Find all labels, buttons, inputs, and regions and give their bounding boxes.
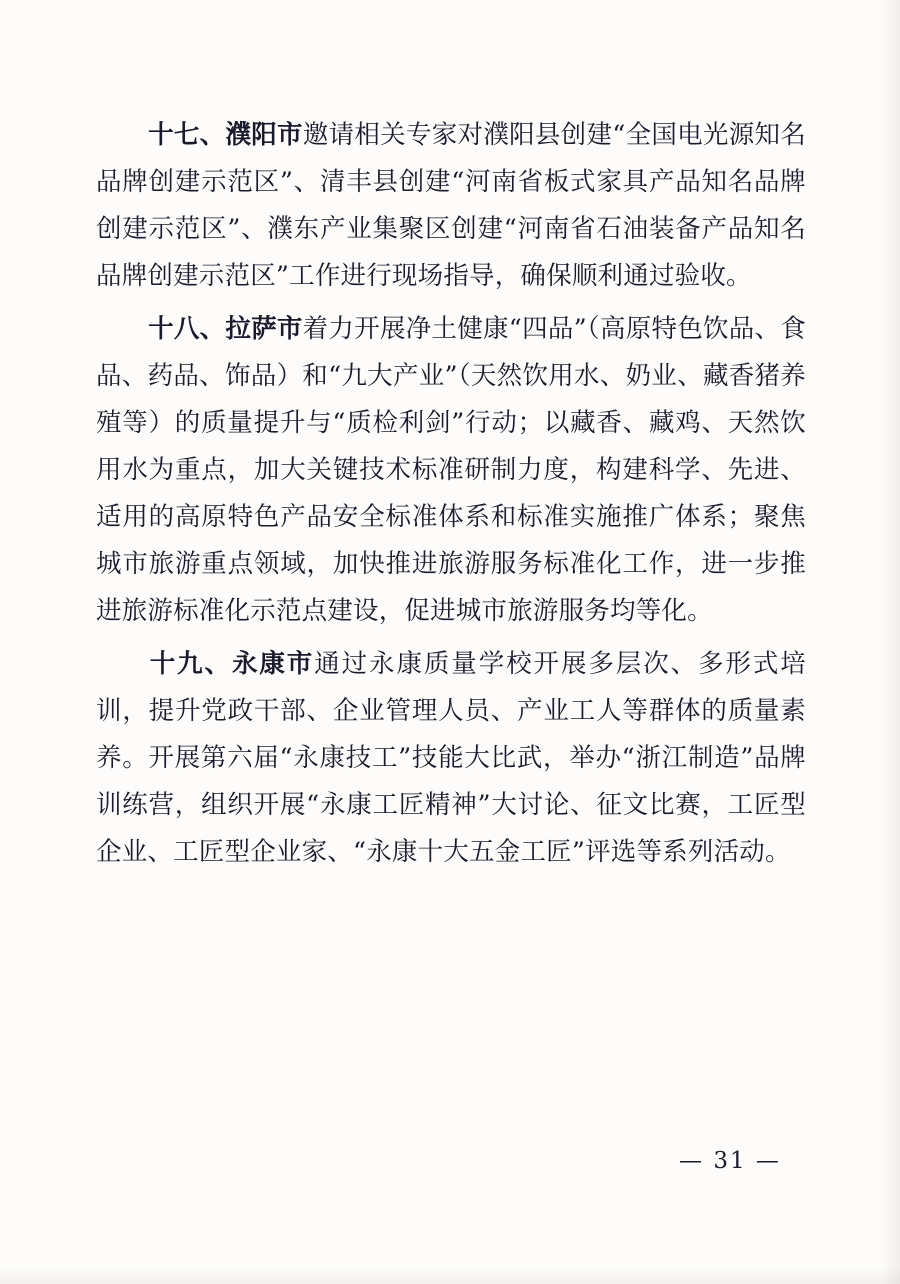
page-number <box>0 1148 900 1174</box>
page-bottom-shadow <box>0 1268 900 1284</box>
paragraph-17-body: 邀请相关专家对濮阳县创建“全国电光源知名品牌创建示范区”、清丰县创建“河南省板式家具产品知名品牌创建示范区”、濮东产业集聚区创建“河南省石油装备产品知名品牌创建示范区”工作进行现场指导，确保顺利通过验收。 <box>96 120 806 291</box>
paragraph-18 <box>96 306 806 635</box>
paragraph-17 <box>96 112 806 300</box>
paragraph-17-lead: 十七、濮阳市 <box>148 120 303 150</box>
paragraph-19-lead: 十九、永康市 <box>148 649 315 679</box>
page-number-label: — 31 — <box>679 1148 781 1174</box>
paragraph-19-body: 通过永康质量学校开展多层次、多形式培训，提升党政干部、企业管理人员、产业工人等群体的质量素养。开展第六届“永康技工”技能大比武，举办“浙江制造”品牌训练营，组织开展“永康工匠精神”大讨论、征文比赛，工匠型企业、工匠型企业家、“永康十大五金工匠”评选等系列活动。 <box>96 649 806 867</box>
paragraph-18-lead: 十八、拉萨市 <box>148 314 303 344</box>
paragraph-18-body: 着力开展净土健康“四品”（高原特色饮品、食品、药品、饰品）和“九大产业”（天然饮用水、奶业、藏香猪养殖等）的质量提升与“质检利剑”行动；以藏香、藏鸡、天然饮用水为重点，加大关键技术标准研制力度，构建科学、先进、适用的高原特色产品安全标准体系和标准实施推广体系；聚焦城市旅游重点领域，加快推进旅游服务标准化工作，进一步推进旅游标准化示范点建设，促进城市旅游服务均等化。 <box>96 314 807 626</box>
paragraph-19 <box>96 641 806 876</box>
page-edge-shadow <box>882 0 900 1284</box>
page-content <box>96 112 806 882</box>
